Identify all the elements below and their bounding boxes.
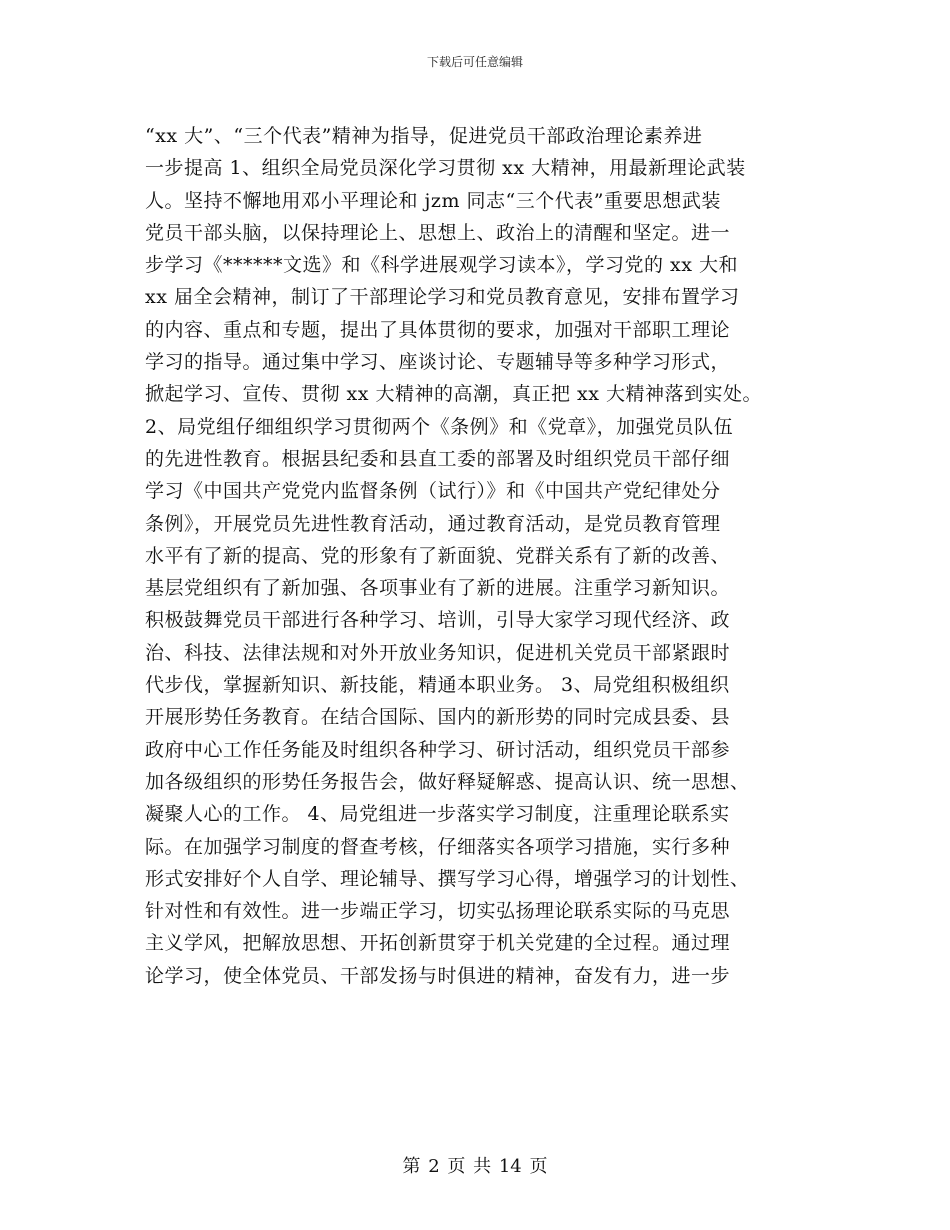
text-line: 人。坚持不懈地用邓小平理论和 jzm 同志“三个代表”重要思想武装: [145, 189, 721, 212]
text-line: 基层党组织有了新加强、各项事业有了新的进展。注重学习新知识。: [145, 577, 731, 600]
text-line: “xx 大”、“三个代表”精神为指导，促进党员干部政治理论素养进: [145, 125, 703, 147]
text-line: 积极鼓舞党员干部进行各种学习、培训，引导大家学习现代经济、政: [145, 609, 731, 632]
text-line: 水平有了新的提高、党的形象有了新面貌、党群关系有了新的改善、: [145, 544, 731, 567]
text-line: 政府中心工作任务能及时组织各种学习、研讨活动，组织党员干部参: [145, 738, 731, 761]
text-line: 步学习《******文选》和《科学进展观学习读本》，学习党的 xx 大和: [145, 254, 739, 277]
text-line: 学习《中国共产党党内监督条例（试行）》和《中国共产党纪律处分: [145, 480, 721, 503]
text-line: 针对性和有效性。进一步端正学习，切实弘扬理论联系实际的马克思: [145, 900, 731, 923]
text-line: 际。在加强学习制度的督查考核，仔细落实各项学习措施，实行多种: [145, 835, 731, 858]
text-line: xx 届全会精神，制订了干部理论学习和党员教育意见，安排布置学习: [145, 286, 740, 309]
text-line: 的内容、重点和专题，提出了具体贯彻的要求，加强对干部职工理论: [145, 318, 731, 341]
text-line: 学习的指导。通过集中学习、座谈讨论、专题辅导等多种学习形式，: [145, 351, 731, 374]
text-line: 形式安排好个人自学、理论辅导、撰写学习心得，增强学习的计划性、: [145, 867, 750, 890]
body-text: [145, 120, 805, 992]
text-line: 加各级组织的形势任务报告会，做好释疑解惑、提高认识、统一思想、: [145, 770, 750, 793]
text-line: 代步伐，掌握新知识、新技能，精通本职业务。 3、局党组积极组织: [145, 674, 730, 697]
page-number: 第 2 页 共 14 页: [402, 1156, 548, 1177]
text-line: 条例》，开展党员先进性教育活动，通过教育活动，是党员教育管理: [145, 512, 721, 535]
text-line: 凝聚人心的工作。 4、局党组进一步落实学习制度，注重理论联系实: [145, 803, 730, 826]
text-line: 主义学风，把解放思想、开拓创新贯穿于机关党建的全过程。通过理: [145, 932, 731, 955]
text-line: 论学习，使全体党员、干部发扬与时俱进的精神，奋发有力，进一步: [145, 964, 731, 987]
text-line: 2、局党组仔细组织学习贯彻两个《条例》和《党章》，加强党员队伍: [145, 415, 734, 438]
text-line: 的先进性教育。根据县纪委和县直工委的部署及时组织党员干部仔细: [145, 447, 731, 470]
text-line: 掀起学习、宣传、贯彻 xx 大精神的高潮，真正把 xx 大精神落到实处。: [145, 383, 763, 406]
text-line: 一步提高 1、组织全局党员深化学习贯彻 xx 大精神，用最新理论武装: [145, 157, 746, 180]
text-line: 开展形势任务教育。在结合国际、国内的新形势的同时完成县委、县: [145, 706, 731, 729]
text-line: 治、科技、法律法规和对外开放业务知识，促进机关党员干部紧跟时: [145, 641, 731, 664]
text-line: 党员干部头脑，以保持理论上、思想上、政治上的清醒和坚定。进一: [145, 221, 731, 244]
page-header: 下载后可任意编辑: [426, 55, 523, 69]
